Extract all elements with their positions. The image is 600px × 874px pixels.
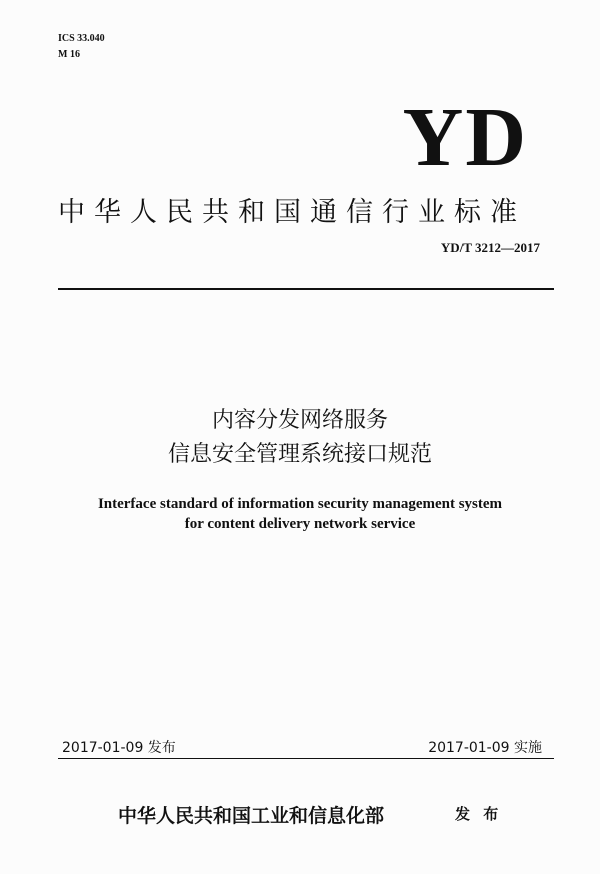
yd-logo: YD (402, 91, 528, 184)
header-divider (58, 288, 554, 290)
title-chinese (0, 404, 600, 472)
title-chinese-line-2: 信息安全管理系统接口规范 (167, 442, 432, 467)
classification-codes (58, 31, 105, 63)
title-english-line-2: for content delivery network service (184, 516, 416, 532)
ics-code: ICS 33.040 (58, 33, 105, 44)
standard-code: YD/T 3212—2017 (440, 240, 540, 255)
title-english-line-1: Interface standard of information security management system (97, 496, 503, 512)
footer-divider (58, 758, 554, 759)
ccs-code: M 16 (58, 49, 80, 60)
implementation-date: 2017-01-09 实施 (428, 740, 542, 756)
issue-date: 2017-01-09 发布 (62, 740, 176, 756)
title-english (0, 494, 600, 534)
title-chinese-line-1: 内容分发网络服务 (211, 408, 388, 433)
publisher-name: 中华人民共和国工业和信息化部 (118, 805, 385, 827)
publish-label: 发 布 (455, 805, 503, 823)
standard-name: 中华人民共和国通信行业标准 (58, 197, 526, 228)
